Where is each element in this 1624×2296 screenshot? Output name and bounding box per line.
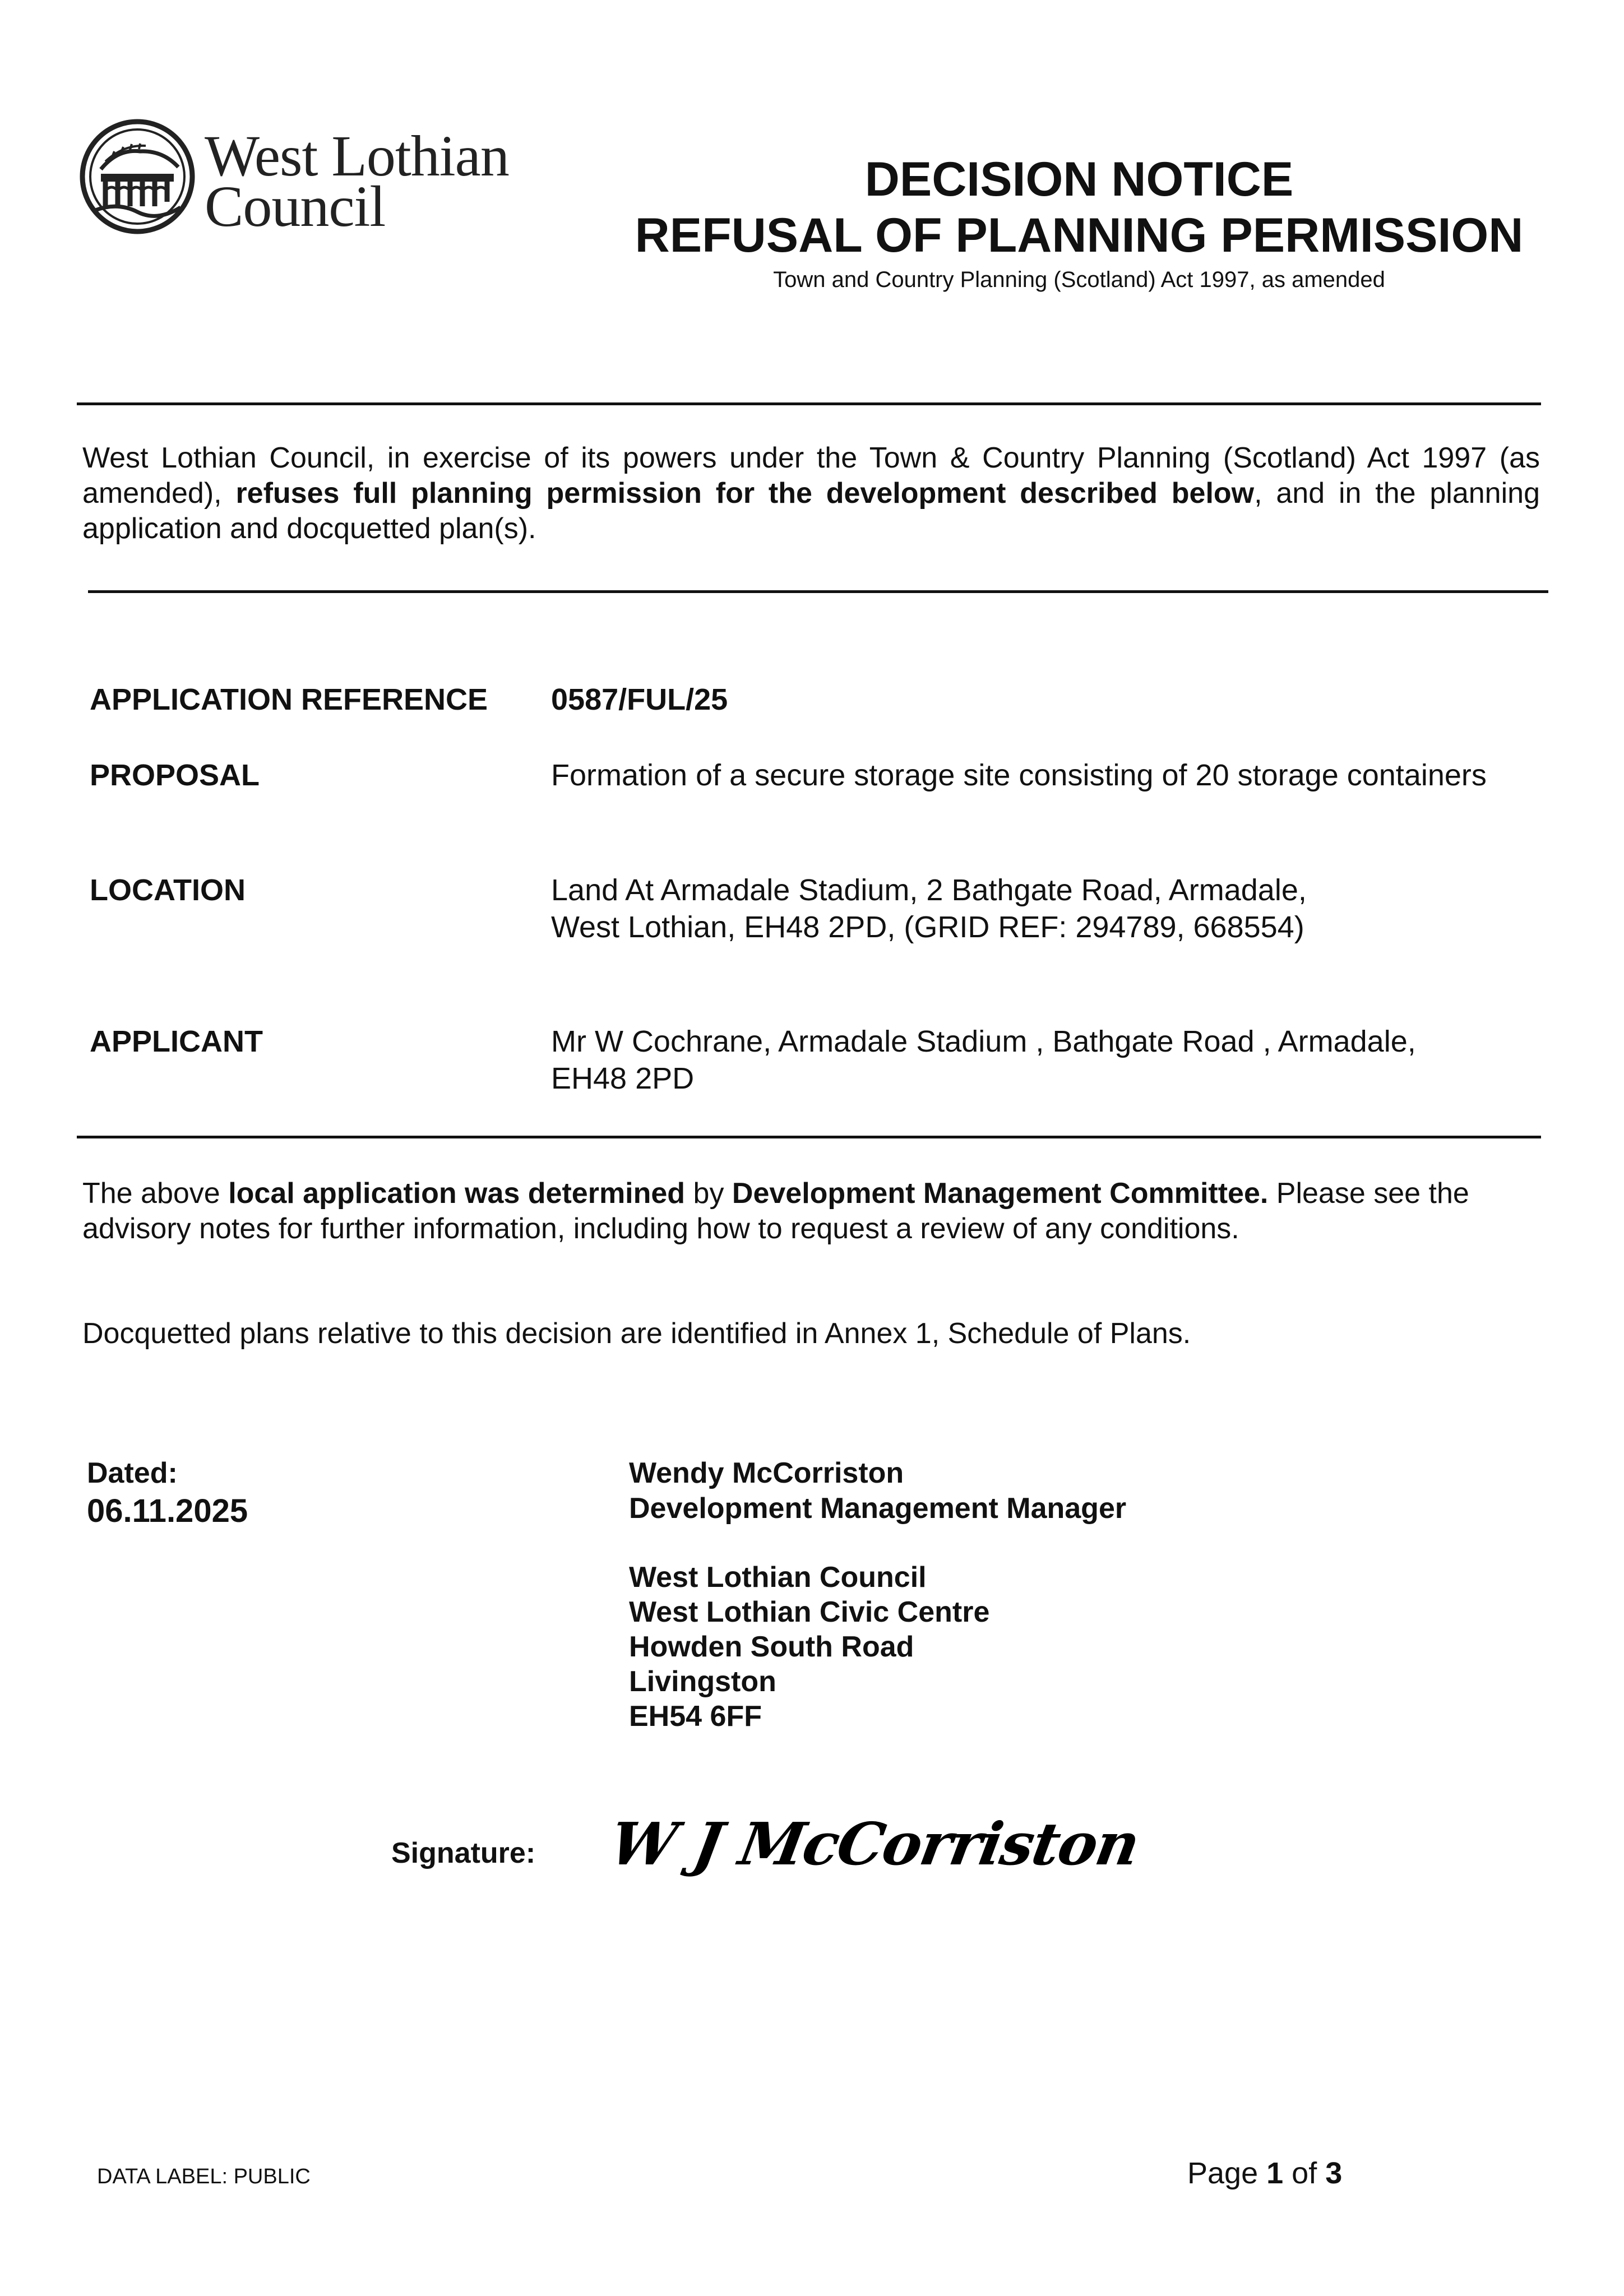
logo-text-line1: West Lothian: [205, 124, 509, 188]
intro-text: West Lothian Council, in exercise of its powers under the Town & Country Planning (Scotland) Act 1997 (as amended),: [82, 442, 1540, 510]
logo-text-line2: Council: [205, 174, 386, 239]
divider: [77, 1136, 1541, 1138]
intro-bold-text: refuses full planning permission for the development described below: [235, 477, 1255, 510]
location-label: LOCATION: [90, 873, 246, 907]
determination-text: by: [685, 1177, 732, 1210]
applicant-line: Mr W Cochrane, Armadale Stadium , Bathgate Road , Armadale,: [551, 1025, 1416, 1058]
page-word: Page: [1187, 2156, 1267, 2190]
document-subtitle-heading: REFUSAL OF PLANNING PERMISSION: [635, 209, 1524, 262]
signatory-role: Development Management Manager: [629, 1492, 1127, 1525]
dated-label: Dated:: [87, 1457, 178, 1489]
page-number: [1187, 2155, 1342, 2191]
divider: [77, 402, 1541, 405]
page-of-word: of: [1283, 2156, 1326, 2190]
address-line: West Lothian Civic Centre: [629, 1596, 990, 1628]
reference-value: 0587/FUL/25: [551, 683, 728, 716]
intro-text-end: , and in the planning application and docquetted plan(s).: [82, 477, 1540, 545]
legislation-reference: Town and Country Planning (Scotland) Act 1997, as amended: [773, 267, 1385, 292]
data-classification-label: DATA LABEL: PUBLIC: [97, 2165, 311, 2188]
applicant-label: APPLICANT: [90, 1025, 263, 1058]
address-line: Howden South Road: [629, 1631, 914, 1663]
total-pages: 3: [1325, 2156, 1343, 2190]
committee-name: Development Management Committee.: [732, 1177, 1269, 1210]
document-header: [561, 151, 1598, 294]
reference-label: APPLICATION REFERENCE: [90, 683, 488, 716]
handwritten-signature: W J McCorriston: [605, 1809, 1144, 1878]
location-line: West Lothian, EH48 2PD, (GRID REF: 294789, 668554): [551, 910, 1304, 944]
signatory-name: Wendy McCorriston: [629, 1457, 904, 1489]
address-line: Livingston: [629, 1665, 776, 1698]
divider: [88, 590, 1548, 593]
signature-label: Signature:: [391, 1837, 536, 1869]
determination-paragraph: [82, 1176, 1540, 1247]
address-line: West Lothian Council: [629, 1561, 927, 1594]
current-page: 1: [1266, 2156, 1284, 2190]
determination-text: Please see the advisory notes for further information, including how to request a review of any conditions.: [82, 1177, 1469, 1245]
docquetted-note: Docquetted plans relative to this decision are identified in Annex 1, Schedule of Plans.: [82, 1317, 1191, 1350]
council-emblem-icon: [78, 118, 196, 235]
location-value: [551, 872, 1538, 946]
dated-value: 06.11.2025: [87, 1493, 248, 1529]
determination-bold-text: local application was determined: [228, 1177, 686, 1210]
document-title: DECISION NOTICE: [864, 152, 1294, 206]
council-logo: [78, 115, 527, 244]
address-line: EH54 6FF: [629, 1700, 762, 1733]
determination-text: The above: [82, 1177, 229, 1210]
applicant-line: EH48 2PD: [551, 1062, 695, 1095]
proposal-label: PROPOSAL: [90, 758, 260, 792]
location-line: Land At Armadale Stadium, 2 Bathgate Road, Armadale,: [551, 873, 1307, 907]
applicant-value: [551, 1023, 1538, 1097]
proposal-value: Formation of a secure storage site consisting of 20 storage containers: [551, 758, 1487, 792]
intro-paragraph: [82, 441, 1540, 547]
